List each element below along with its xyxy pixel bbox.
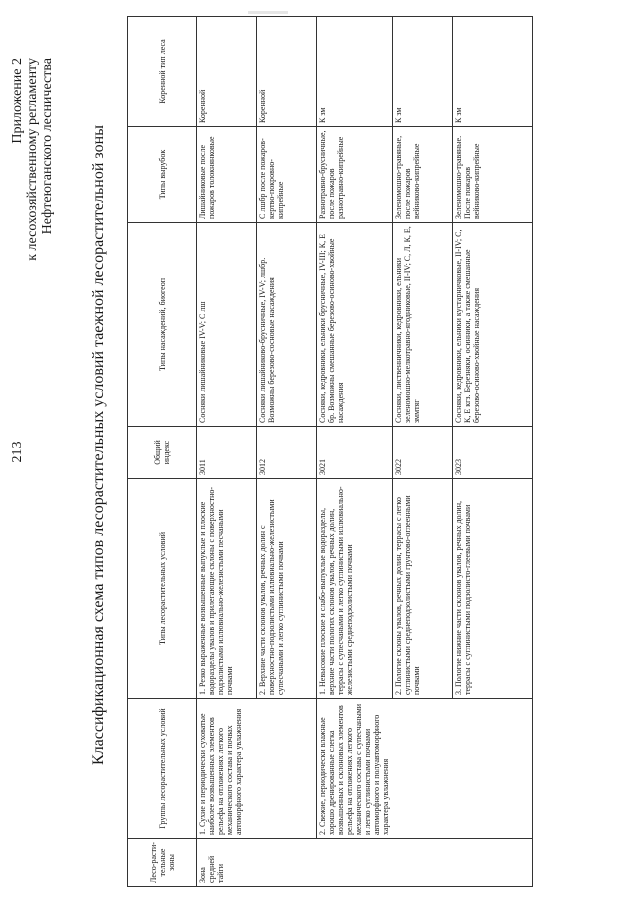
- stands-cell: Сосняки, лиственничники, кедровники, ельники зеленомошно-мелкотравно-ягодниковые, II-IV; С, Л, К, Е, зммтяг: [393, 223, 453, 427]
- document-title: Классификационная схема типов лесорастительных условий таежной лесорастительной зоны: [90, 125, 107, 765]
- index-cell: 3022: [393, 427, 453, 479]
- appendix-line: к лесохозяйственному регламенту: [25, 58, 40, 261]
- cuts-cell: Зеленомошно-травяные, после пожаров вейниково-кипрейные: [393, 127, 453, 223]
- forest-cell: К зм: [393, 17, 453, 127]
- appendix-heading: [10, 58, 55, 418]
- cuts-cell: Лишайниковые после пожаров толокнянковые: [197, 127, 257, 223]
- index-cell: 3021: [317, 427, 393, 479]
- cuts-cell: Разнотравно-брусничные, после пожаров разнотравно-кипрейные: [317, 127, 393, 223]
- table-row: [197, 17, 257, 887]
- cuts-cell: Зеленомошно-травяные. После пожаров вейниково-кипрейные: [453, 127, 533, 223]
- table-row: [317, 17, 393, 887]
- header-index: Общий индекс: [128, 427, 197, 479]
- header-stands: Типы насаждений, биогеоп: [128, 223, 197, 427]
- type-cell: 2. Пологие склоны увалов, речных долин, террасы с легко суглинистыми среднеподзолистыми грунтово-оглеенными почвами: [393, 479, 453, 699]
- group-cell: 2. Свежие, периодически влажные хорошо дренированные слегка возвышенных и склоновых элементов рельефа на отложениях легкого механического состава с супесчаными и легко суглинистыми почвами автоморфного и полуавтоморфного характера увлажнения: [317, 699, 533, 839]
- index-cell: 3012: [257, 427, 317, 479]
- forest-cell: К зм: [317, 17, 393, 127]
- stands-cell: Сосняки лишайниково-брусничные, IV-V; лшбр. Возможны березово-сосновые насаждения: [257, 223, 317, 427]
- table-header-row: [128, 17, 197, 887]
- type-cell: 1. Невысокие плоские и слабо-выпуклые водоразделы, верхние части пологих склонов увалов, речных долин, террасы с супесчаными и легко суглинистыми иллювиально-железистыми среднеподзолистыми почвами: [317, 479, 393, 699]
- header-types: Типы лесорастительных условий: [128, 479, 197, 699]
- index-cell: 3011: [197, 427, 257, 479]
- forest-cell: Коренной: [257, 17, 317, 127]
- type-cell: 2. Верхние части склонов увалов, речных долин с поверхностно-подзолистыми иллювиально-железистыми супесчаными и легко суглинистыми почвами: [257, 479, 317, 699]
- stands-cell: Сосняки, кедровники, ельники брусничные, IV-III; К, Е бр. Возможны смешанные березово-осиново-хвойные насаждения: [317, 223, 393, 427]
- classification-table: [127, 16, 533, 887]
- header-zone: Лесо-расти-тельные зоны: [128, 839, 197, 887]
- header-cuts: Типы вырубок: [128, 127, 197, 223]
- zone-cell: Зона средней тайги: [197, 839, 533, 887]
- stands-cell: Сосняки лишайниковые IV-V; С лш: [197, 223, 257, 427]
- index-cell: 3023: [453, 427, 533, 479]
- group-cell: 1. Сухие и периодически суховатые наиболее возвышенных элементов рельефа на отложениях легкого механического состава и почвах автоморфного характера увлажнения: [197, 699, 317, 839]
- appendix-line: Приложение 2: [10, 58, 25, 144]
- page-number: 213: [10, 441, 25, 463]
- stands-cell: Сосняки, кедровники, ельники кустарничковые, II-IV; С, К, Е кгз. Березняки, осинники, а также смешанные березово-осиново-хвойные насаждения: [453, 223, 533, 427]
- type-cell: 1. Резко выраженные возвышенные выпуклые и плоские водоразделы увалов и прилегающие склоны с поверхностно-подзолистыми иллювиально-железистыми песчаными почвами: [197, 479, 257, 699]
- appendix-line: Нефтеюганского лесничества: [40, 58, 55, 235]
- cuts-cell: С лшбр после пожаров-кертво-покровно-кипрейные: [257, 127, 317, 223]
- header-groups: Группы лесорастительных условий: [128, 699, 197, 839]
- type-cell: 3. Пологие нижние части склонов увалов, речных долин, террасы с суглинистыми подзолисто-глеевыми почвами: [453, 479, 533, 699]
- forest-cell: Коренной: [197, 17, 257, 127]
- header-forest: Коренной тип леса: [128, 17, 197, 127]
- forest-cell: К зм: [453, 17, 533, 127]
